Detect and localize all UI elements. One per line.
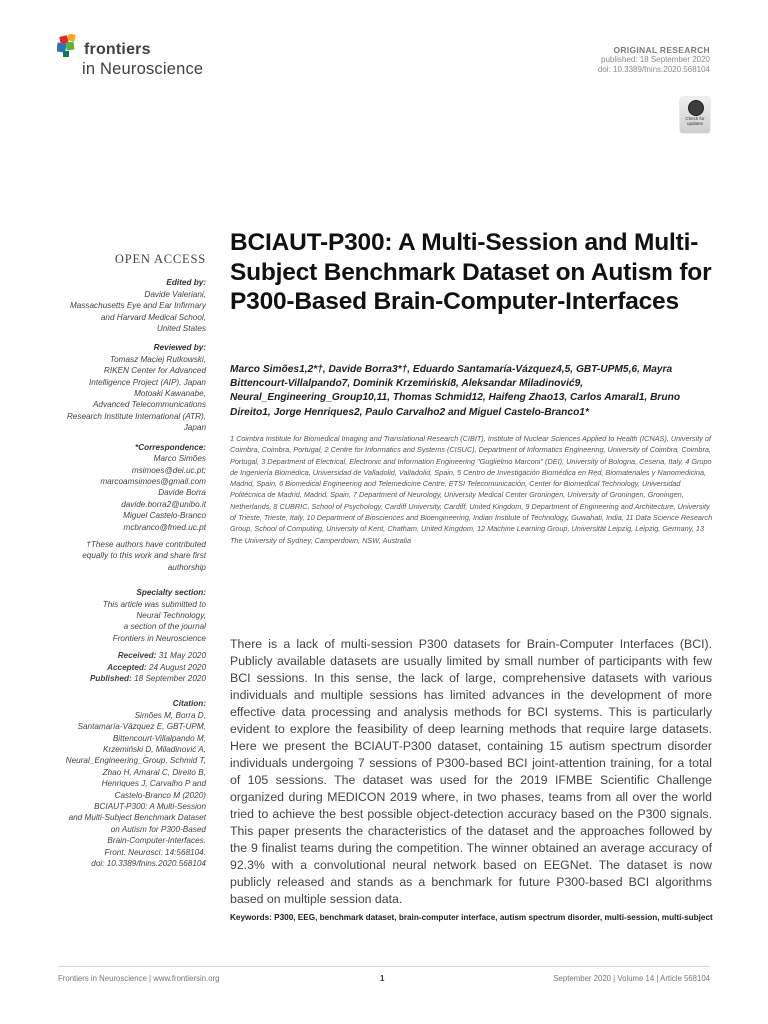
article-info xyxy=(598,45,710,75)
reviewer-line: Motoaki Kawanabe, xyxy=(134,389,206,399)
affiliations: 1 Coimbra Institute for Biomedical Imaging and Translational Research (CIBIT), Institute of Nuclear Sciences Applied to Health (ICNAS), University of Coimbra, Coimbra, Portugal, 2 Centre for Informatics and Systems (CISUC), Department of Informatics Engineering, University of Coimbra, Coimbra, Portugal, 3 Department of Electrical, Electronic and Information Engineering "Guglielmo Marconi" (DEI), University of Bologna, Cesena, Italy, 4 Grupo de Ingeniería Biomédica, Universidad de Valladolid, Valladolid, Spain, 5 Centro de Investigación Biomédica en Red, Biomateriales y Nanomedicina, Madrid, Spain, 6 Biomedical Engineering and Telemedicine Centre, ETSI Telecomunicación, Center for Biomedical Technology, Universidad Politécnica de Madrid, Madrid, Spain, 7 Department of Neurology, University Medical Center Groningen, University of Groningen, Groningen, Netherlands, 8 CUBRIC, School of Psychology, Cardiff University, Cardiff, United Kingdom, 9 Department of Engineering and Architecture, University of Trieste, Trieste, Italy, 10 Department of Biosciences and Bioengineering, Indian Institute of Technology, Guwahati, India, 11 Data Science Research Group, School of Computing, University of Kent, Chatham, United Kingdom, 12 Machine Learning Group, Universität Leipzig, Leipzig, Germany, 13 The University of Sydney, Camperdown, NSW, Australia xyxy=(230,434,713,545)
authors-note xyxy=(58,539,206,573)
journal-logo[interactable] xyxy=(57,34,237,84)
reviewed-by-heading: Reviewed by: xyxy=(153,343,206,353)
received-label: Received: xyxy=(117,651,157,661)
article-type: ORIGINAL RESEARCH xyxy=(613,45,710,55)
author-list[interactable]: Marco Simões1,2*†, Davide Borra3*†, Eduardo Santamaría-Vázquez4,5, GBT-UPM5,6, Mayra Bittencourt-Villalpando7, Dominik Krzemiński8, Aleksandar Miladinović9, Neural_Engineering_Group10,11, Thomas Schmid12, Haifeng Zhao13, Carlos Amaral1, Bruno Direito1, Jorge Henriques2, Paulo Carvalho2 and Miguel Castelo-Branco1* xyxy=(230,364,681,418)
citation-line: Zhao H, Amaral C, Direito B, xyxy=(102,767,206,777)
citation-doi-link[interactable]: doi: 10.3389/fnins.2020.568104 xyxy=(91,859,206,869)
received-date xyxy=(58,650,206,661)
citation-line: Bittencourt-Villalpando M, xyxy=(112,733,206,743)
published-date-sidebar xyxy=(58,673,206,684)
accepted-date xyxy=(58,662,206,673)
page-number: 1 xyxy=(380,974,385,983)
reviewer-line: Research Institute International (ATR), xyxy=(66,411,206,421)
published-label: Published: xyxy=(89,674,132,683)
check-updates-icon xyxy=(688,100,704,116)
specialty-section-heading: Specialty section: xyxy=(136,588,206,598)
article-sidebar xyxy=(58,254,206,870)
abstract: There is a lack of multi-session P300 datasets for Brain-Computer Interfaces (BCI). Publicly available datasets are usually limited by small number of participants with few BCI sessions. In this sense, the lack of large, comprehensive datasets with various individuals and multiple sessions has limited advances in the development of more effective data processing and analysis methods for BCI systems. This is particularly evident to explore the feasibility of deep learning methods that require large datasets. Here we present the BCIAUT-P300 dataset, containing 15 autism spectrum disorder individuals undergoing 7 sessions of P300-based BCI joint-attention training, for a total of 105 sessions. The dataset was used for the 2019 IFMBE Scientific Challenge organized during MEDICON 2019 where, in two phases, teams from all over the world tried to achieve the best possible object-detection accuracy based on the P300 signals. This paper presents the characteristics of the dataset and the approaches followed by the 9 finalist teams during the competition. The winner obtained an average accuracy of 92.3% with a convolutional neural network based on EEGNet. The dataset is now publicly released and stands as a benchmark for future P300-based BCI algorithms based on multiple session data. xyxy=(230,637,712,906)
email-link[interactable]: msimoes@dei.uc.pt; xyxy=(131,465,206,475)
open-access-label: OPEN ACCESS xyxy=(114,252,206,266)
check-for-updates-button[interactable] xyxy=(680,97,710,133)
published-value: 18 September 2020 xyxy=(134,674,206,683)
brand-subtitle: in Neuroscience xyxy=(82,60,204,78)
citation-line: Krzemiński D, Miladinović A, xyxy=(103,745,206,755)
specialty-line: a section of the journal xyxy=(123,622,206,632)
citation-heading: Citation: xyxy=(172,699,206,709)
footer-journal-link[interactable]: Frontiers in Neuroscience | www.frontiersin.org xyxy=(58,974,220,983)
published-date: published: 18 September 2020 xyxy=(601,55,710,64)
correspondence-line: Davide Borra xyxy=(158,488,206,498)
reviewer-line: Intelligence Project (AIP), Japan xyxy=(89,377,206,387)
email-link[interactable]: davide.borra2@unibo.it xyxy=(121,499,206,509)
reviewer-line: RIKEN Center for Advanced xyxy=(103,366,206,376)
citation-line: Brain-Computer-Interfaces. xyxy=(107,836,206,846)
accepted-label: Accepted: xyxy=(107,662,147,672)
email-link[interactable]: mcbranco@fmed.uc.pt xyxy=(123,522,206,532)
citation-line: BCIAUT-P300: A Multi-Session xyxy=(94,802,206,812)
brand-name: frontiers xyxy=(84,41,151,58)
check-updates-label: Check for updates xyxy=(685,116,705,126)
article-title: BCIAUT-P300: A Multi-Session and Multi-Subject Benchmark Dataset on Autism for P300-Based Brain-Computer-Interfaces xyxy=(230,229,712,315)
editor-line: and Harvard Medical School, xyxy=(100,312,206,322)
specialty-line: This article was submitted to xyxy=(102,599,206,609)
footer-divider xyxy=(58,966,710,967)
received-value: 31 May 2020 xyxy=(158,651,206,661)
doi-link[interactable]: doi: 10.3389/fnins.2020.568104 xyxy=(597,65,710,74)
note-line: equally to this work and share first xyxy=(82,551,206,561)
keywords: Keywords: P300, EEG, benchmark dataset, brain-computer interface, autism spectrum disorder, multi-session, multi-subject xyxy=(230,913,713,922)
note-line: authorship xyxy=(167,562,206,572)
edited-by-heading: Edited by: xyxy=(166,278,206,288)
correspondence-line: Marco Simões xyxy=(153,454,206,464)
note-line: †These authors have contributed xyxy=(86,539,206,549)
correspondence-line: Miguel Castelo-Branco xyxy=(123,511,206,521)
editor-line: United States xyxy=(156,324,206,334)
reviewer-line: Tomasz Maciej Rutkowski, xyxy=(109,354,206,364)
frontiers-logo-icon xyxy=(57,34,81,60)
footer-volume-info: September 2020 | Volume 14 | Article 568104 xyxy=(553,974,710,983)
correspondence-info xyxy=(58,453,206,533)
citation-line: Front. Neurosci. 14:568104. xyxy=(104,847,206,857)
reviewer-line: Japan xyxy=(183,423,206,433)
reviewer-line: Advanced Telecommunications xyxy=(92,400,206,410)
specialty-line: Neural Technology, xyxy=(136,610,206,620)
reviewer-info xyxy=(58,354,206,434)
citation-line: Henriques J, Carvalho P and xyxy=(101,779,206,789)
editor-line: Davide Valeriani, xyxy=(144,289,206,299)
specialty-info xyxy=(58,599,206,645)
accepted-value: 24 August 2020 xyxy=(148,662,206,672)
citation-line: Castelo-Branco M (2020) xyxy=(114,790,206,800)
citation-line: Neural_Engineering_Group, Schmid T, xyxy=(65,756,206,766)
citation-line: on Autism for P300-Based xyxy=(110,824,206,834)
specialty-line: Frontiers in Neuroscience xyxy=(112,633,206,643)
correspondence-heading: *Correspondence: xyxy=(135,442,206,452)
citation-line: Simões M, Borra D, xyxy=(134,710,206,720)
citation-info xyxy=(58,710,206,870)
editor-info xyxy=(58,289,206,335)
editor-line: Massachusetts Eye and Ear Infirmary xyxy=(69,301,206,311)
citation-line: and Multi-Subject Benchmark Dataset xyxy=(68,813,206,823)
citation-line: Santamaría-Vázquez E, GBT-UPM, xyxy=(77,722,206,732)
email-link[interactable]: marcoamsimoes@gmail.com xyxy=(100,476,206,486)
